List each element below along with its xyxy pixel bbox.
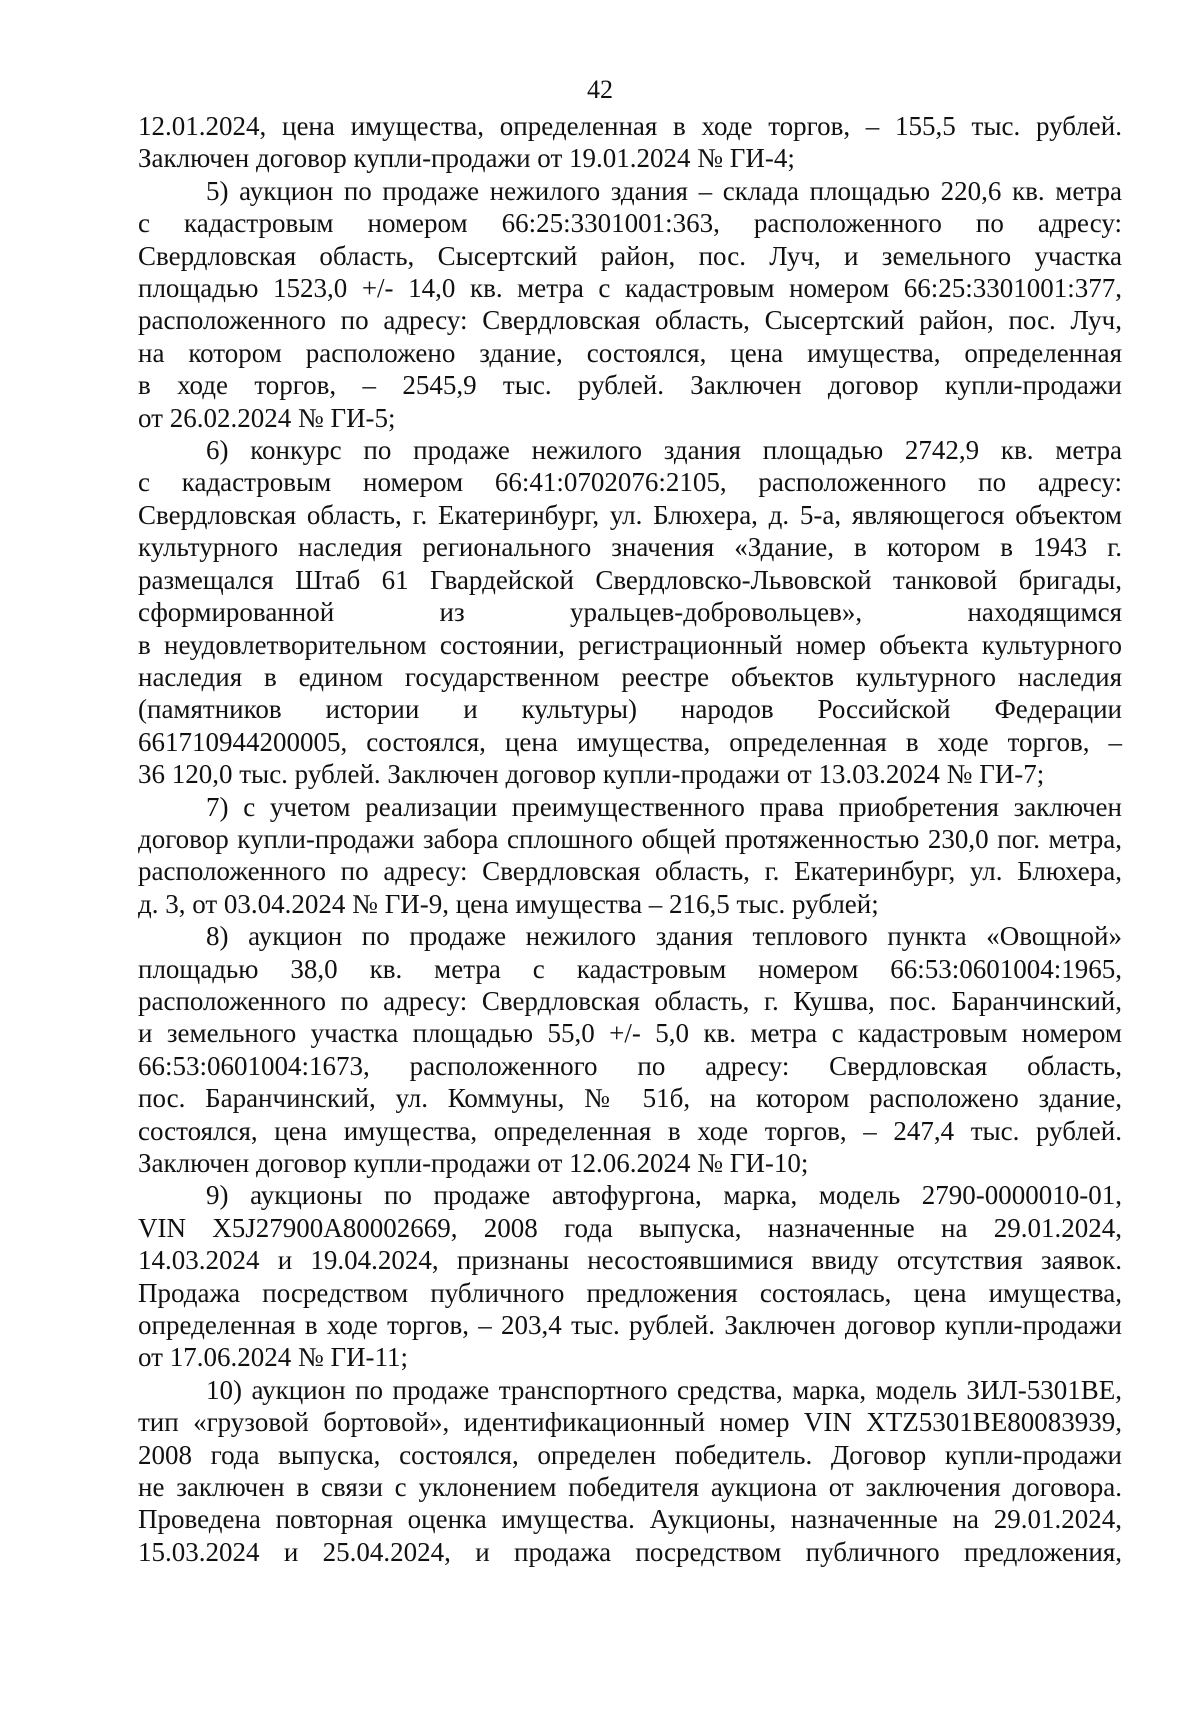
text-line: 14.03.2024 и 19.04.2024, признаны несостоявшимися ввиду отсутствия заявок. [138,1245,1122,1276]
text-line: договор купли-продажи забора сплошного общей протяженностью 230,0 пог. метра, [138,823,1122,854]
paragraph-item-10 [138,1374,1122,1568]
text-line: Продажа посредством публичного предложения состоялась, цена имущества, [138,1277,1122,1308]
paragraph-item-6 [138,434,1122,790]
text-line: д. 3, от 03.04.2024 № ГИ-9, цена имущества – 216,5 тыс. рублей; [138,888,879,919]
document-body [138,110,1122,1568]
text-line: расположенного по адресу: Свердловская область, г. Кушва, пос. Баранчинский, [138,985,1122,1016]
paragraph-item-7 [138,791,1122,921]
text-line: 9) аукционы по продаже автофургона, марка, модель 2790-0000010-01, [206,1180,1122,1211]
text-line: Заключен договор купли-продажи от 12.06.2024 № ГИ-10; [138,1148,809,1178]
text-line: площадью 38,0 кв. метра с кадастровым номером 66:53:0601004:1965, [138,953,1122,984]
text-line: Свердловская область, Сысертский район, пос. Луч, и земельного участка [138,240,1122,271]
text-line: 8) аукцион по продаже нежилого здания теплового пункта «Овощной» [206,921,1122,952]
text-line: с кадастровым номером 66:41:0702076:2105, расположенного по адресу: [138,467,1122,498]
text-line: расположенного по адресу: Свердловская область, Сысертский район, пос. Луч, [138,305,1122,336]
text-line: от 17.06.2024 № ГИ-11; [138,1342,409,1373]
text-line: 15.03.2024 и 25.04.2024, и продажа посредством публичного предложения, [138,1536,1122,1567]
text-line: 7) с учетом реализации преимущественного права приобретения заключен [206,791,1122,822]
text-line: VIN X5J27900A80002669, 2008 года выпуска, назначенные на 29.01.2024, [138,1212,1122,1243]
text-line: 661710944200005, состоялся, цена имущества, определенная в ходе торгов, – [138,726,1122,757]
text-line: не заключен в связи с уклонением победителя аукциона от заключения договора. [138,1472,1122,1503]
text-line: 12.01.2024, цена имущества, определенная в ходе торгов, – 155,5 тыс. рублей. [138,111,1122,141]
text-line: 36 120,0 тыс. рублей. Заключен договор купли-продажи от 13.03.2024 № ГИ-7; [138,759,1045,790]
paragraph-item-5 [138,175,1122,434]
text-line: в неудовлетворительном состоянии, регистрационный номер объекта культурного [138,629,1122,660]
text-line: и земельного участка площадью 55,0 +/- 5,0 кв. метра с кадастровым номером [138,1018,1122,1049]
text-line: пос. Баранчинский, ул. Коммуны, № 51б, на котором расположено здание, [138,1083,1122,1114]
text-line: в ходе торгов, – 2545,9 тыс. рублей. Заключен договор купли-продажи [138,370,1122,401]
text-line: состоялся, цена имущества, определенная в ходе торгов, – 247,4 тыс. рублей. [138,1115,1122,1146]
paragraph-continuation [138,110,1122,175]
paragraph-item-9 [138,1179,1122,1373]
text-line: 66:53:0601004:1673, расположенного по адресу: Свердловская область, [138,1050,1122,1081]
text-line: 10) аукцион по продаже транспортного средства, марка, модель ЗИЛ-5301ВЕ, [206,1374,1122,1405]
text-line: сформированной из уральцев-добровольцев», находящимся [138,597,1122,628]
text-line: Свердловская область, г. Екатеринбург, ул. Блюхера, д. 5-а, являющегося объектом [138,499,1122,530]
text-line: размещался Штаб 61 Гвардейской Свердловско-Львовской танковой бригады, [138,564,1122,595]
text-line: (памятников истории и культуры) народов Российской Федерации [138,694,1122,725]
text-line: культурного наследия регионального значения «Здание, в котором в 1943 г. [138,532,1122,563]
text-line: тип «грузовой бортовой», идентификационный номер VIN XTZ5301BE80083939, [138,1407,1122,1438]
text-line: Проведена повторная оценка имущества. Аукционы, назначенные на 29.01.2024, [138,1504,1122,1535]
text-line: площадью 1523,0 +/- 14,0 кв. метра с кадастровым номером 66:25:3301001:377, [138,273,1122,304]
paragraph-item-8 [138,920,1122,1179]
text-line: расположенного по адресу: Свердловская область, г. Екатеринбург, ул. Блюхера, [138,856,1122,887]
text-line: Заключен договор купли-продажи от 19.01.2024 № ГИ-4; [138,143,795,174]
text-line: 2008 года выпуска, состоялся, определен победитель. Договор купли-продажи [138,1439,1122,1470]
text-line: определенная в ходе торгов, – 203,4 тыс. рублей. Заключен договор купли-продажи [138,1310,1122,1341]
text-line: 6) конкурс по продаже нежилого здания площадью 2742,9 кв. метра [206,435,1122,466]
page-number: 42 [587,75,613,104]
text-line: на котором расположено здание, состоялся, цена имущества, определенная [138,337,1122,368]
text-line: от 26.02.2024 № ГИ-5; [138,402,396,433]
text-line: с кадастровым номером 66:25:3301001:363, расположенного по адресу: [138,208,1122,239]
text-line: 5) аукцион по продаже нежилого здания – склада площадью 220,6 кв. метра [206,175,1122,206]
text-line: наследия в едином государственном реестре объектов культурного наследия [138,661,1122,692]
